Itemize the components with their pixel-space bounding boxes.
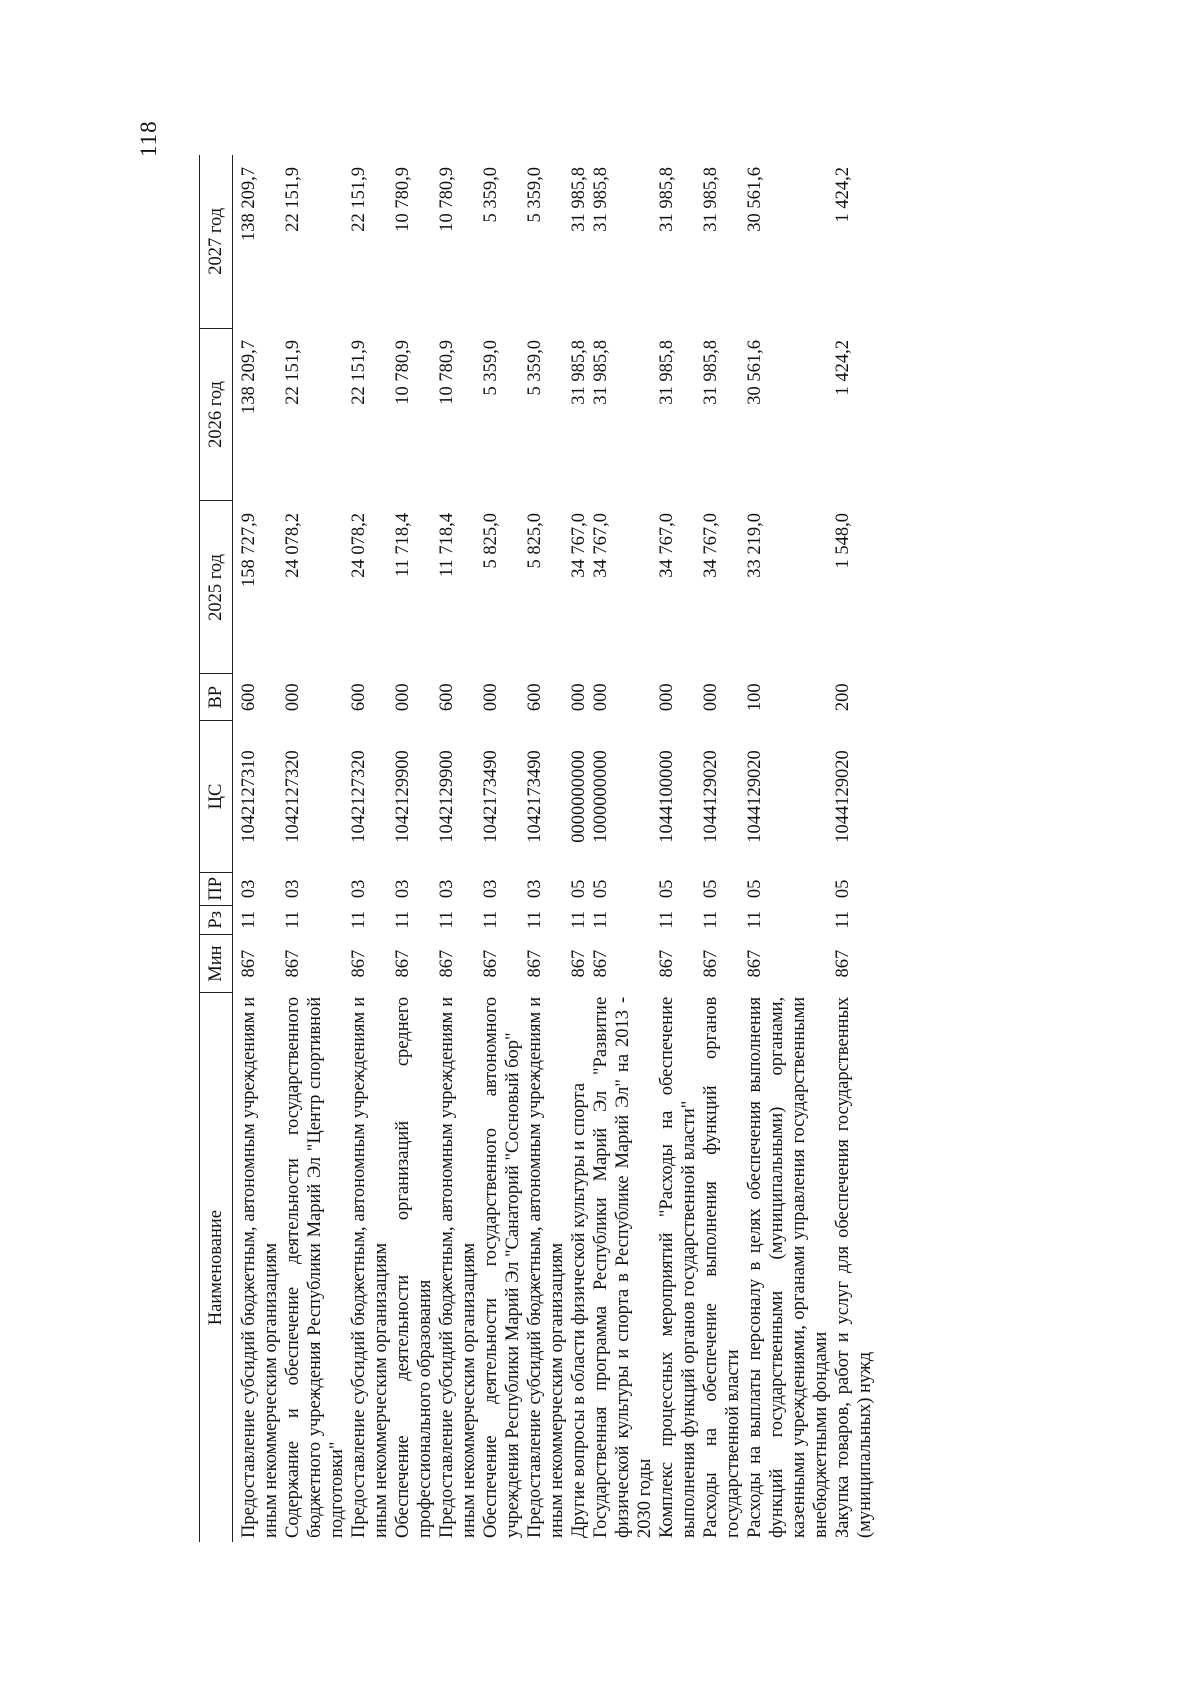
row-2026: 1 424,2 — [833, 340, 853, 396]
row-min: 867 — [393, 949, 413, 978]
row-min: 867 — [591, 949, 611, 978]
row-2026: 31 985,8 — [701, 340, 721, 405]
row-min: 867 — [657, 949, 677, 978]
row-rz: 11 — [239, 910, 259, 929]
row-pr: 03 — [437, 879, 457, 899]
row-2027: 31 985,8 — [569, 167, 589, 232]
row-min: 867 — [833, 949, 853, 978]
row-rz: 11 — [437, 910, 457, 929]
row-name: Обеспечение деятельности организаций среднего профессионального образования — [393, 996, 435, 1538]
row-vr: 600 — [525, 683, 545, 712]
header-2026: 2026 год — [200, 328, 233, 501]
row-min: 867 — [349, 949, 369, 978]
rotated-page-content — [136, 120, 963, 1542]
row-2026: 31 985,8 — [591, 340, 611, 405]
row-vr: 000 — [393, 683, 413, 712]
row-2026: 31 985,8 — [569, 340, 589, 405]
row-pr: 05 — [701, 879, 721, 899]
row-cs: 1000000000 — [591, 750, 611, 843]
row-vr: 000 — [569, 683, 589, 712]
row-2025: 11 718,4 — [393, 512, 413, 578]
row-rz: 11 — [591, 910, 611, 929]
row-vr: 000 — [657, 683, 677, 712]
table-row — [233, 155, 283, 1542]
row-name: Предоставление субсидий бюджетным, автономным учреждениям и иным некоммерческим организациям — [239, 996, 281, 1538]
header-2027: 2027 год — [200, 155, 233, 328]
row-2026: 30 561,6 — [745, 340, 765, 405]
row-pr: 03 — [525, 879, 545, 899]
row-2027: 10 780,9 — [393, 167, 413, 232]
row-rz: 11 — [525, 910, 545, 929]
row-min: 867 — [701, 949, 721, 978]
table-row — [480, 155, 524, 1542]
row-2025: 5 825,0 — [481, 512, 501, 569]
row-rz: 11 — [745, 910, 765, 929]
row-cs: 1042127320 — [349, 750, 369, 843]
table-row — [348, 155, 392, 1542]
row-2025: 34 767,0 — [657, 512, 677, 578]
row-vr: 000 — [481, 683, 501, 712]
table-row — [590, 155, 656, 1542]
row-name: Обеспечение деятельности государственного автономного учреждения Республики Марий Эл "Санаторий "Сосновый бор" — [481, 996, 523, 1538]
table-header-row — [200, 155, 233, 1542]
row-vr: 600 — [239, 683, 259, 712]
header-vr: ВР — [200, 674, 233, 721]
budget-table — [199, 155, 876, 1542]
row-2027: 1 424,2 — [833, 167, 853, 223]
row-2026: 138 209,7 — [239, 340, 259, 415]
row-name: Предоставление субсидий бюджетным, автономным учреждениям и иным некоммерческим организациям — [525, 996, 567, 1538]
row-cs: 1044129020 — [833, 750, 853, 843]
table-row — [656, 155, 700, 1542]
row-pr: 03 — [349, 879, 369, 899]
row-name: Расходы на обеспечение выполнения функций органов государственной власти — [701, 996, 743, 1538]
row-cs: 0000000000 — [569, 750, 589, 843]
row-vr: 000 — [591, 683, 611, 712]
row-vr: 100 — [745, 683, 765, 712]
row-name: Содержание и обеспечение деятельности государственного бюджетного учреждения Республики Марий Эл "Центр спортивной подготовки" — [283, 996, 347, 1538]
row-vr: 600 — [349, 683, 369, 712]
row-cs: 1044100000 — [657, 750, 677, 843]
row-2025: 24 078,2 — [283, 512, 303, 578]
row-name: Расходы на выплаты персоналу в целях обеспечения выполнения функций государственными (муниципальными) органами, казенными учреждениями, органами управления государственными внебюджетными фондами — [745, 996, 831, 1538]
row-cs: 1042129900 — [393, 750, 413, 843]
row-rz: 11 — [349, 910, 369, 929]
page-number: 118 — [136, 120, 161, 157]
row-pr: 03 — [481, 879, 501, 899]
row-vr: 200 — [833, 683, 853, 712]
header-pr: ПР — [200, 872, 233, 905]
row-min: 867 — [239, 949, 259, 978]
row-min: 867 — [525, 949, 545, 978]
table-row — [568, 155, 590, 1542]
row-pr: 03 — [393, 879, 413, 899]
table-row — [392, 155, 436, 1542]
row-2026: 5 359,0 — [525, 340, 545, 396]
row-2026: 22 151,9 — [283, 340, 303, 405]
row-rz: 11 — [481, 910, 501, 929]
table-row — [744, 155, 832, 1542]
row-vr: 000 — [283, 683, 303, 712]
row-pr: 03 — [239, 879, 259, 899]
row-cs: 1042173490 — [525, 750, 545, 843]
row-name: Комплекс процессных мероприятий "Расходы на обеспечение выполнения функций органов государственной власти" — [657, 996, 699, 1538]
header-rz: Рз — [200, 905, 233, 934]
row-rz: 11 — [833, 910, 853, 929]
row-2027: 10 780,9 — [437, 167, 457, 232]
row-rz: 11 — [569, 910, 589, 929]
row-vr: 600 — [437, 683, 457, 712]
row-2026: 22 151,9 — [349, 340, 369, 405]
header-name: Наименование — [200, 993, 233, 1542]
row-2027: 5 359,0 — [481, 167, 501, 223]
row-rz: 11 — [701, 910, 721, 929]
row-cs: 1044129020 — [745, 750, 765, 843]
row-cs: 1042127310 — [239, 750, 259, 843]
row-min: 867 — [283, 949, 303, 978]
row-rz: 11 — [283, 910, 303, 929]
row-pr: 05 — [591, 879, 611, 899]
row-2027: 30 561,6 — [745, 167, 765, 232]
row-2026: 5 359,0 — [481, 340, 501, 396]
row-2027: 31 985,8 — [657, 167, 677, 232]
row-pr: 05 — [745, 879, 765, 899]
row-pr: 05 — [657, 879, 677, 899]
table-body — [233, 155, 877, 1542]
row-2026: 10 780,9 — [437, 340, 457, 405]
row-2025: 24 078,2 — [349, 512, 369, 578]
row-pr: 05 — [833, 879, 853, 899]
row-cs: 1042129900 — [437, 750, 457, 843]
row-2025: 34 767,0 — [701, 512, 721, 578]
row-vr: 000 — [701, 683, 721, 712]
header-cs: ЦС — [200, 721, 233, 873]
row-2026: 10 780,9 — [393, 340, 413, 405]
row-cs: 1042173490 — [481, 750, 501, 843]
table-row — [832, 155, 876, 1542]
row-min: 867 — [481, 949, 501, 978]
row-cs: 1042127320 — [283, 750, 303, 843]
row-2027: 22 151,9 — [283, 167, 303, 232]
row-rz: 11 — [393, 910, 413, 929]
table-row — [436, 155, 480, 1542]
row-cs: 1044129020 — [701, 750, 721, 843]
row-2025: 34 767,0 — [591, 512, 611, 578]
table-row — [700, 155, 744, 1542]
row-2027: 31 985,8 — [591, 167, 611, 232]
row-name: Предоставление субсидий бюджетным, автономным учреждениям и иным некоммерческим организациям — [349, 996, 391, 1538]
row-name: Предоставление субсидий бюджетным, автономным учреждениям и иным некоммерческим организациям — [437, 996, 479, 1538]
row-2025: 11 718,4 — [437, 512, 457, 578]
row-min: 867 — [745, 949, 765, 978]
header-min: Мин — [200, 934, 233, 992]
row-2027: 138 209,7 — [239, 167, 259, 241]
row-pr: 03 — [283, 879, 303, 899]
row-min: 867 — [437, 949, 457, 978]
row-2025: 5 825,0 — [525, 512, 545, 569]
header-2025: 2025 год — [200, 501, 233, 674]
row-2025: 158 727,9 — [239, 512, 259, 587]
row-2027: 22 151,9 — [349, 167, 369, 232]
table-row — [282, 155, 348, 1542]
row-name: Закупка товаров, работ и услуг для обеспечения государственных (муниципальных) нужд — [833, 996, 875, 1538]
row-pr: 05 — [569, 879, 589, 899]
row-min: 867 — [569, 949, 589, 978]
row-2025: 1 548,0 — [833, 512, 853, 569]
table-row — [524, 155, 568, 1542]
row-2025: 34 767,0 — [569, 512, 589, 578]
row-2026: 31 985,8 — [657, 340, 677, 405]
row-rz: 11 — [657, 910, 677, 929]
row-name: Другие вопросы в области физической культуры и спорта — [569, 1082, 589, 1538]
row-2027: 5 359,0 — [525, 167, 545, 223]
row-2025: 33 219,0 — [745, 512, 765, 578]
row-2027: 31 985,8 — [701, 167, 721, 232]
row-name: Государственная программа Республики Марий Эл "Развитие физической культуры и спорта в Республике Марий Эл" на 2013 - 2030 годы — [591, 996, 655, 1538]
